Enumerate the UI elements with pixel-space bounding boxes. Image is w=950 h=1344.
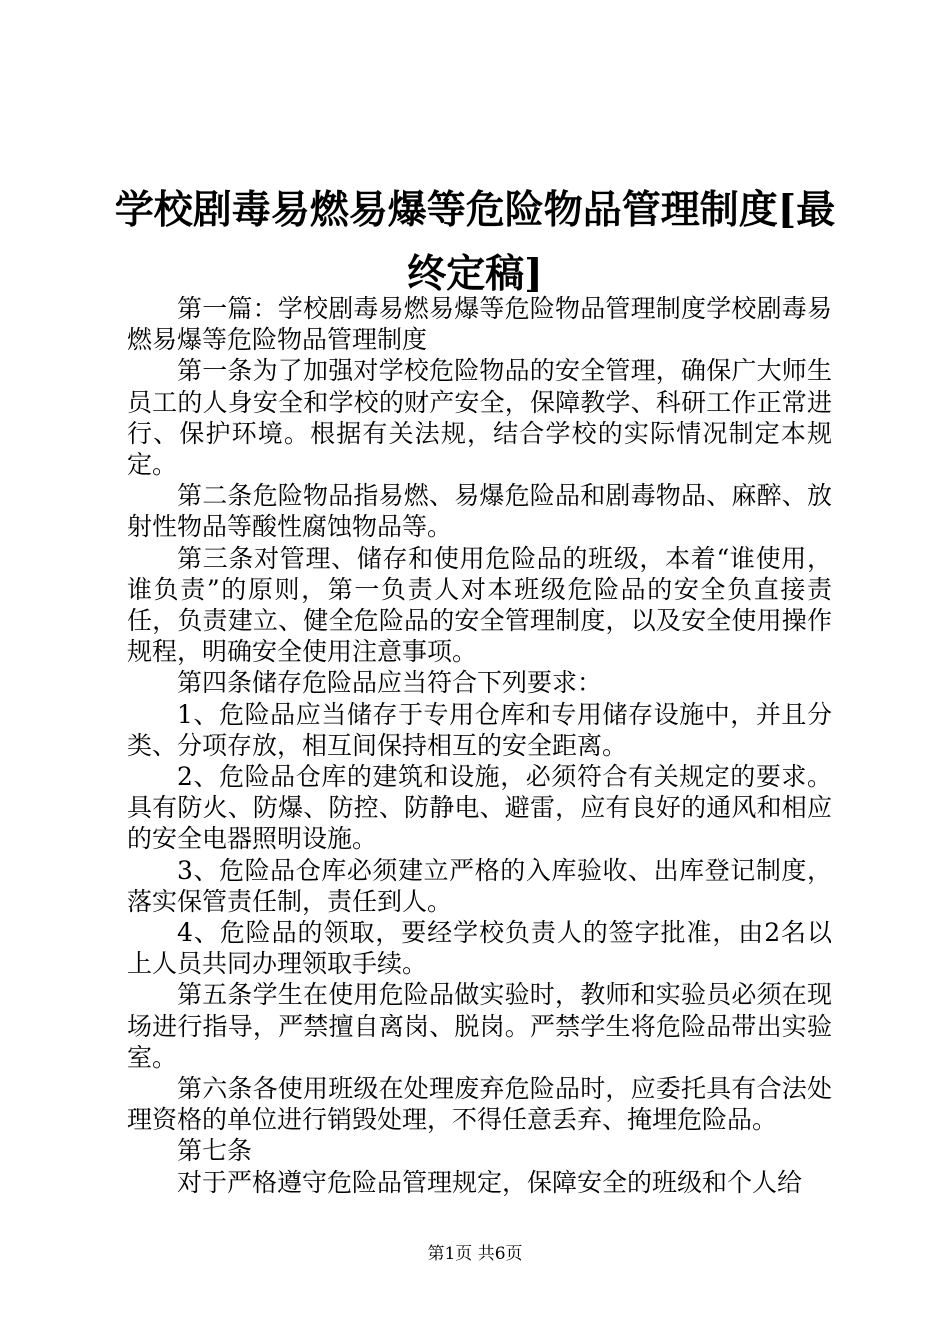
paragraph: 第三条对管理、储存和使用危险品的班级，本着“谁使用，谁负责”的原则，第一负责人对本班级危险品的安全负直接责任，负责建立、健全危险品的安全管理制度，以及安全使用操作规程，明确安全使用注意事项。: [127, 543, 832, 667]
paragraph: 4、危险品的领取，要经学校负责人的签字批准，由2名以上人员共同办理领取手续。: [127, 918, 832, 979]
paragraph: 2、危险品仓库的建筑和设施，必须符合有关规定的要求。具有防火、防爆、防控、防静电、避雷，应有良好的通风和相应的安全电器照明设施。: [127, 762, 832, 854]
paragraph: 第六条各使用班级在处理废弃危险品时，应委托具有合法处理资格的单位进行销毁处理，不得任意丢弃、掩埋危险品。: [127, 1074, 832, 1135]
paragraph: 1、危险品应当储存于专用仓库和专用储存设施中，并且分类、分项存放，相互间保持相互的安全距离。: [127, 699, 832, 760]
paragraph: 第七条: [177, 1136, 253, 1166]
paragraph: 第二条危险物品指易燃、易爆危险品和剧毒物品、麻醉、放射性物品等酸性腐蚀物品等。: [127, 481, 832, 542]
paragraph: 对于严格遵守危险品管理规定，保障安全的班级和个人给: [177, 1167, 803, 1197]
paragraph: 第一篇：学校剧毒易燃易爆等危险物品管理制度学校剧毒易燃易爆等危险物品管理制度: [127, 294, 832, 355]
page-footer: 第1页 共6页: [427, 1244, 523, 1264]
paragraph: 第一条为了加强对学校危险物品的安全管理，确保广大师生员工的人身安全和学校的财产安全，保障教学、科研工作正常进行、保护环境。根据有关法规，结合学校的实际情况制定本规定。: [127, 356, 832, 480]
paragraph: 第五条学生在使用危险品做实验时，教师和实验员必须在现场进行指导，严禁擅自离岗、脱岗。严禁学生将危险品带出实验室。: [127, 980, 832, 1072]
document-title: 学校剧毒易燃易爆等危险物品管理制度[最终定稿]: [114, 187, 836, 297]
paragraph: 3、危险品仓库必须建立严格的入库验收、出库登记制度，落实保管责任制，责任到人。: [127, 855, 832, 916]
paragraph: 第四条储存危险品应当符合下列要求：: [177, 668, 603, 698]
document-body: [127, 293, 832, 1198]
